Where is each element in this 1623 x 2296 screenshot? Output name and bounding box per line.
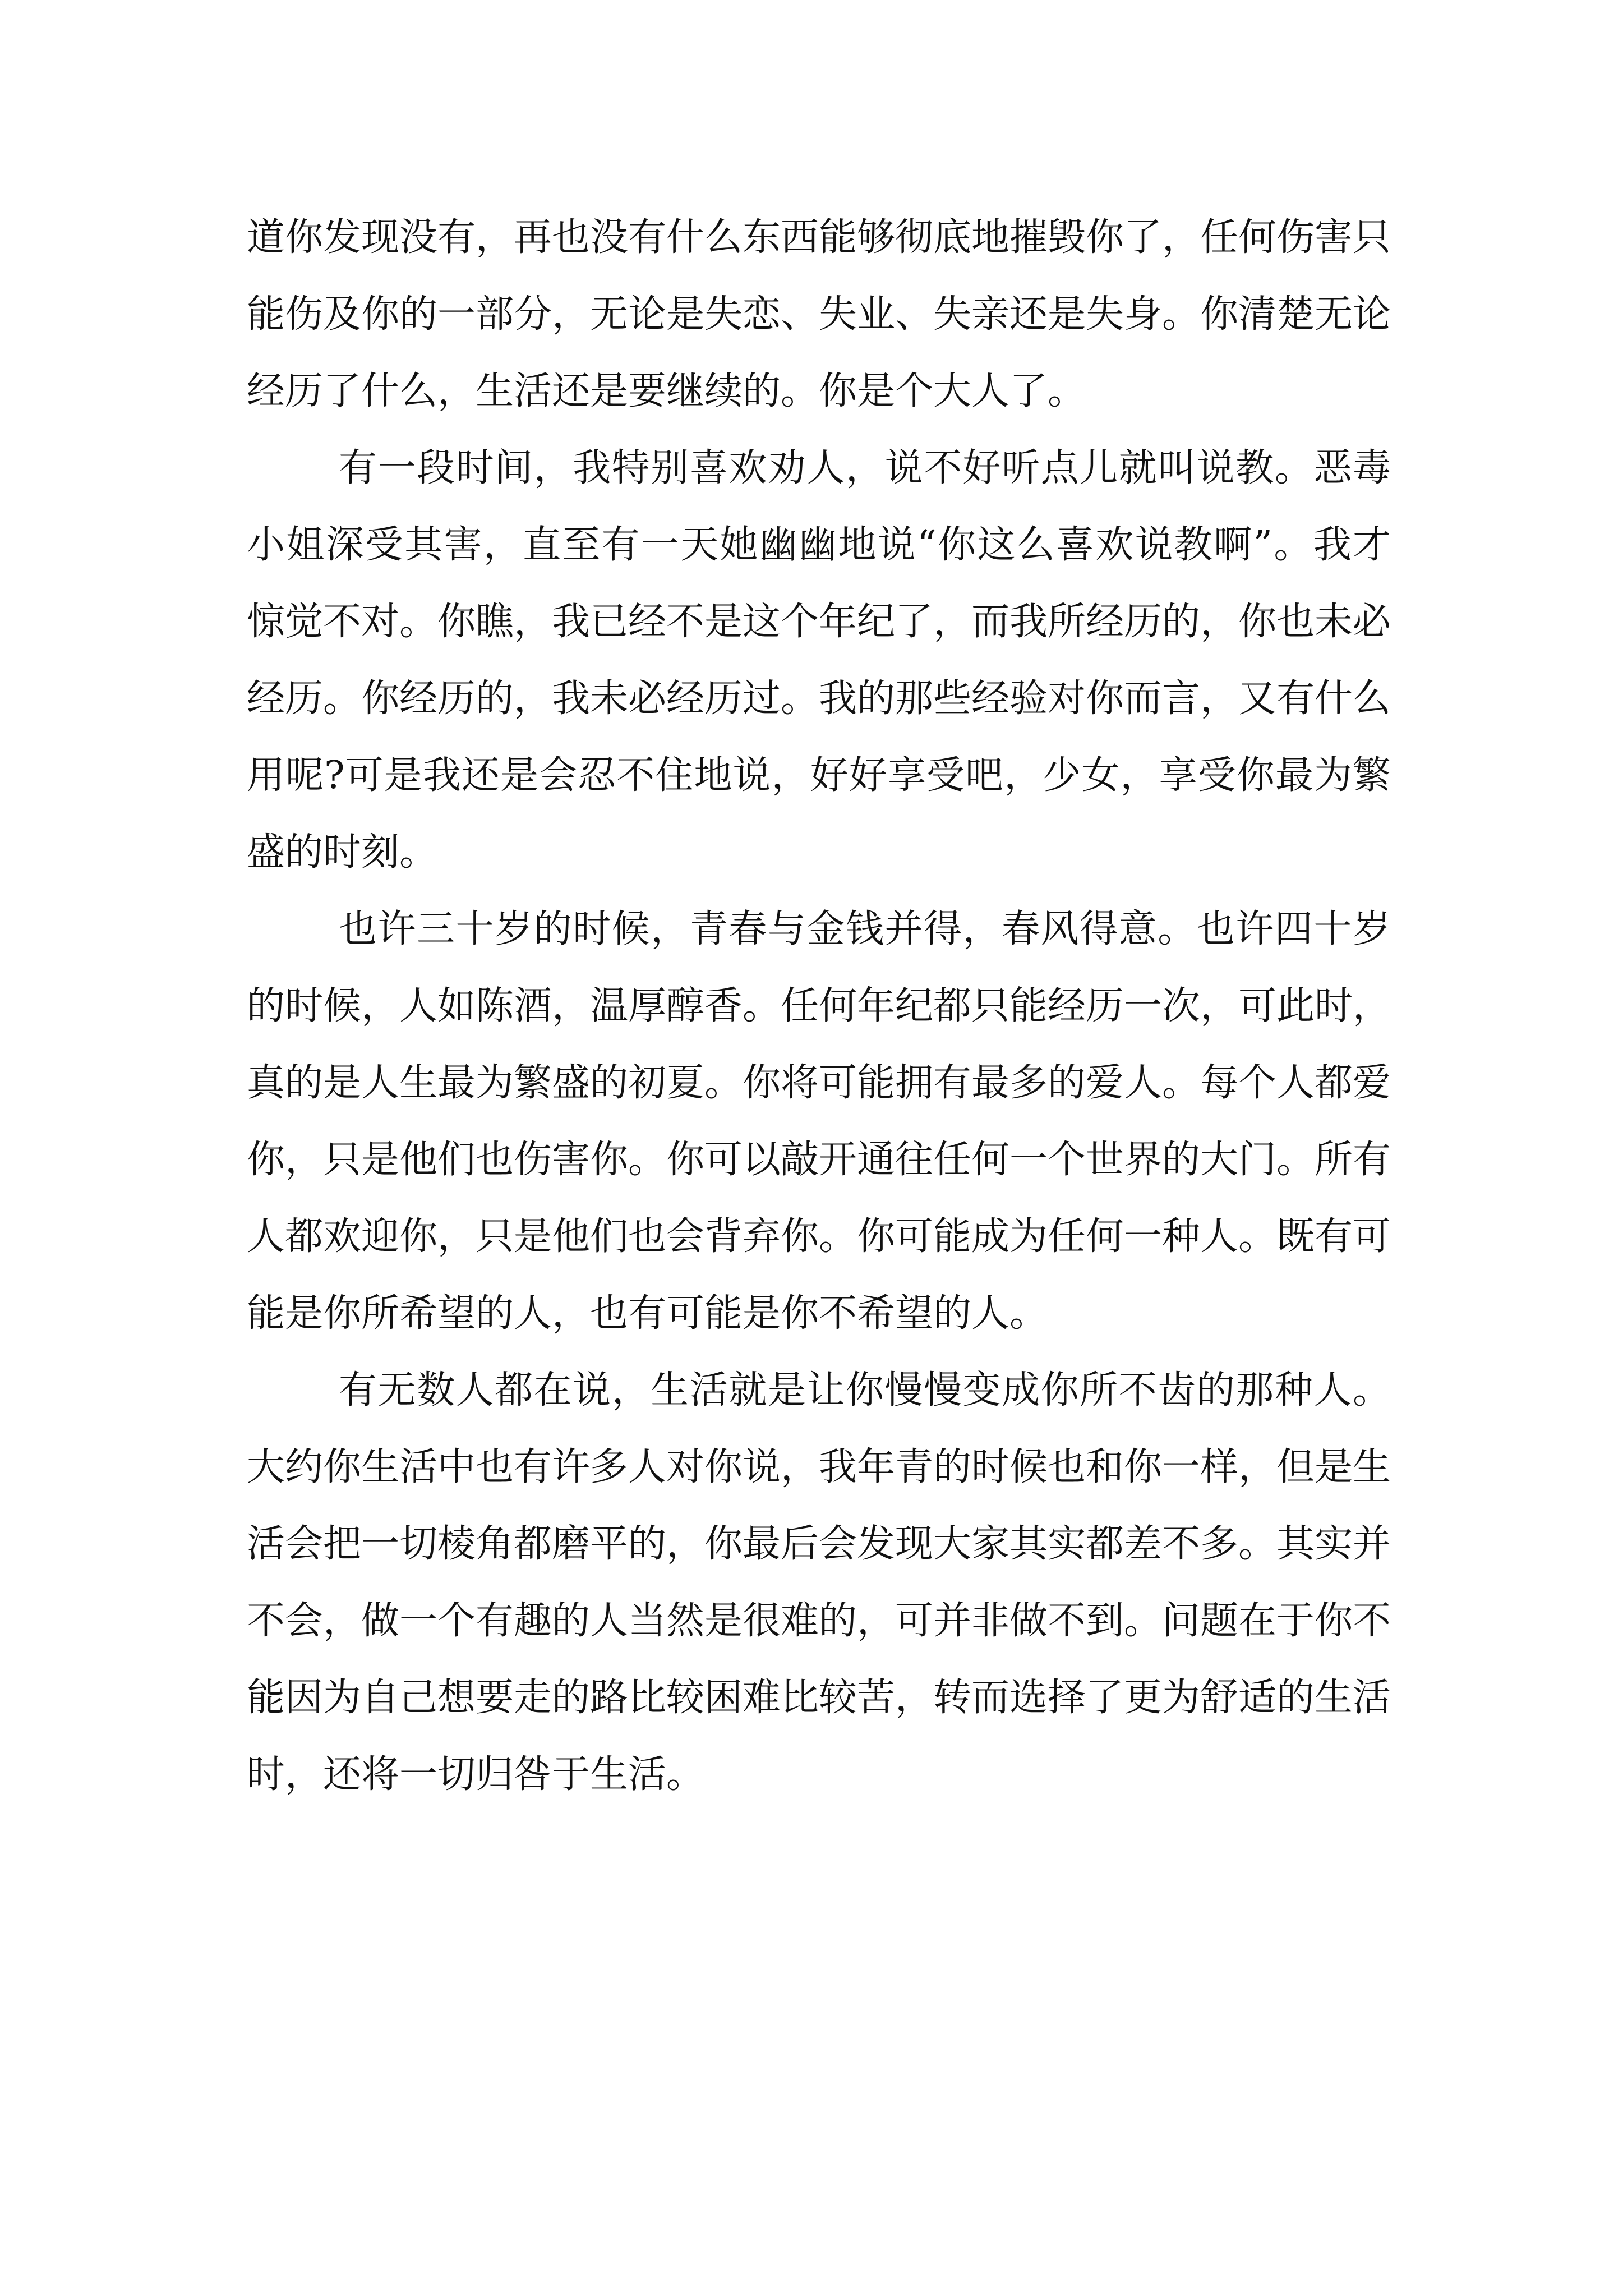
paragraph-4: 有无数人都在说，生活就是让你慢慢变成你所不齿的那种人。大约你生活中也有许多人对你说，我年青的时候也和你一样，但是生活会把一切棱角都磨平的，你最后会发现大家其实都差不多。其实并不会，做一个有趣的人当然是很难的，可并非做不到。问题在于你不能因为自己想要走的路比较困难比较苦，转而选择了更为舒适的生活时，还将一切归咎于生活。: [247, 1368, 1391, 1797]
paragraph-1: 道你发现没有，再也没有什么东西能够彻底地摧毁你了，任何伤害只能伤及你的一部分，无论是失恋、失业、失亲还是失身。你清楚无论经历了什么，生活还是要继续的。你是个大人了。: [247, 215, 1391, 413]
document-body: [247, 199, 1391, 1813]
paragraph-2: 有一段时间，我特别喜欢劝人，说不好听点儿就叫说教。恶毒小姐深受其害，直至有一天她幽幽地说“你这么喜欢说教啊”。我才惊觉不对。你瞧，我已经不是这个年纪了，而我所经历的，你也未必经历。你经历的，我未必经历过。我的那些经验对你而言，又有什么用呢?可是我还是会忍不住地说，好好享受吧，少女，享受你最为繁盛的时刻。: [247, 446, 1391, 875]
paragraph-3: 也许三十岁的时候，青春与金钱并得，春风得意。也许四十岁的时候，人如陈酒，温厚醇香。任何年纪都只能经历一次，可此时，真的是人生最为繁盛的初夏。你将可能拥有最多的爱人。每个人都爱你，只是他们也伤害你。你可以敲开通往任何一个世界的大门。所有人都欢迎你，只是他们也会背弃你。你可能成为任何一种人。既有可能是你所希望的人，也有可能是你不希望的人。: [247, 907, 1391, 1336]
